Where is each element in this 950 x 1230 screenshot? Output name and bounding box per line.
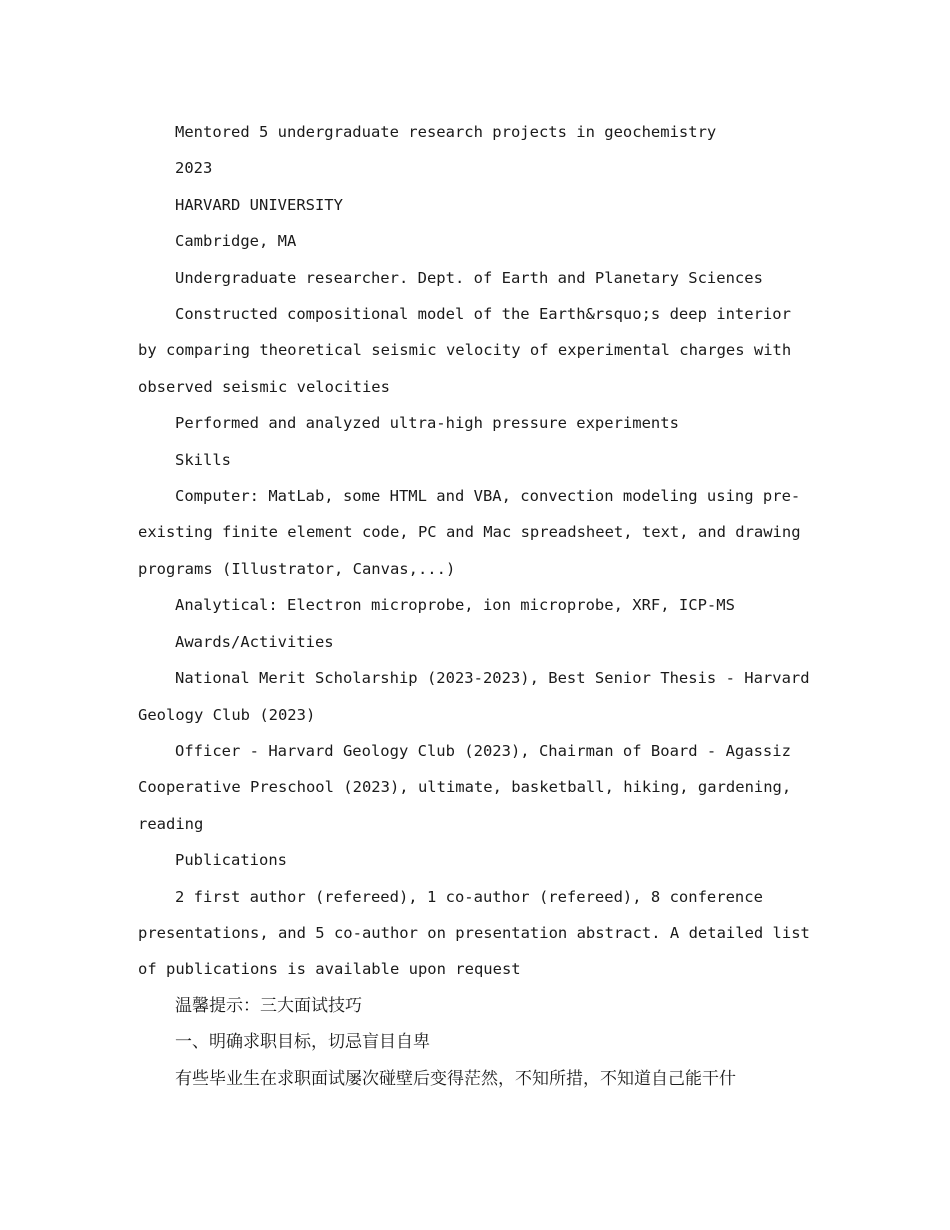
mentoring-line: Mentored 5 undergraduate research projects in geochemistry <box>175 123 717 141</box>
position-title: Undergraduate researcher. Dept. of Earth and Planetary Sciences <box>175 268 763 287</box>
institution-location: Cambridge, MA <box>175 232 297 251</box>
skills-heading: Skills <box>175 450 231 469</box>
tip-one-text: 有些毕业生在求职面试屡次碰壁后变得茫然，不知所措，不知道自己能干什 <box>175 1068 736 1089</box>
awards-list: National Merit Scholarship (2023-2023), Best Senior Thesis - Harvard Geology Club (2023) <box>138 669 810 724</box>
year-line: 2023 <box>175 159 213 178</box>
analytical-skills: Analytical: Electron microprobe, ion microprobe, XRF, ICP-MS <box>175 596 735 615</box>
document-body <box>138 114 818 1097</box>
publications-summary: 2 first author (refereed), 1 co-author (refereed), 8 conference presentations, and 5 co-author on presentation abstract. A detailed list of publications is available upon request <box>138 887 810 979</box>
experiments-line: Performed and analyzed ultra-high pressure experiments <box>175 414 679 433</box>
awards-heading: Awards/Activities <box>175 632 334 651</box>
computer-skills: Computer: MatLab, some HTML and VBA, convection modeling using pre-existing finite element code, PC and Mac spreadsheet, text, and drawing programs (Illustrator, Canvas,...) <box>138 487 801 578</box>
research-description: Constructed compositional model of the Earth&rsquo;s deep interior by comparing theoretical seismic velocity of experimental charges with observed seismic velocities <box>138 305 792 396</box>
tip-one-heading: 一、明确求职目标，切忌盲目自卑 <box>175 1032 430 1053</box>
tips-heading: 温馨提示：三大面试技巧 <box>175 995 362 1016</box>
institution-name: HARVARD UNIVERSITY <box>175 195 343 214</box>
publications-heading: Publications <box>175 851 287 870</box>
activities-list: Officer - Harvard Geology Club (2023), Chairman of Board - Agassiz Cooperative Preschool (2023), ultimate, basketball, hiking, gardening, reading <box>138 741 792 833</box>
